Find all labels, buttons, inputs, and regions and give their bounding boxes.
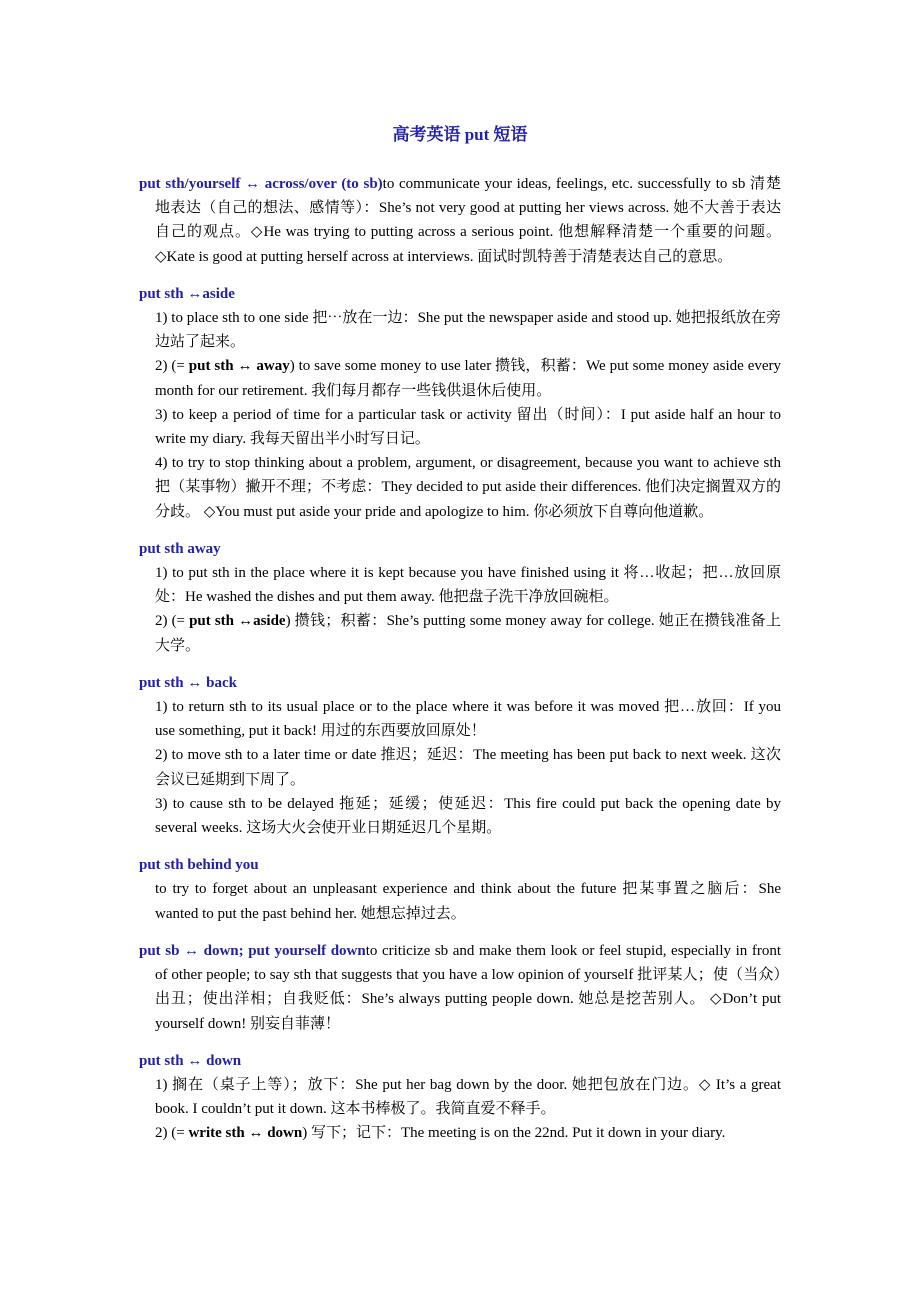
entry-put-away (139, 537, 781, 658)
entry-definition: to communicate your ideas, feelings, etc. successfully to sb 清楚地表达（自己的想法、感情等）：She’s not very good at putting her views across. 她不大善于表达自己的观点。◇He was trying to putting across a serious point. 他想解释清楚一个重要的问题。◇Kate is good at putting herself across at interviews. 面试时凯特善于清楚表达自己的意思。 (155, 176, 781, 265)
entry-paragraph (139, 939, 781, 1036)
sense-2 (139, 609, 781, 657)
entry-headword: put sb ↔ down; put yourself down (139, 942, 366, 959)
cross-reference: put sth ↔aside (189, 613, 286, 630)
entry-put-down-sb (139, 939, 781, 1036)
sense-1: 1) 搁在（桌子上等）；放下：She put her bag down by the door. 她把包放在门边。◇ It’s a great book. I couldn’t put it down. 这本书棒极了。我简直爱不释手。 (155, 1076, 781, 1118)
sense-text: ) 攒钱；积蓄：She’s putting some money away for college. 她正在攒钱准备上大学。 (155, 613, 781, 654)
entry-put-across (139, 172, 781, 269)
page-title: 高考英语 put 短语 (392, 125, 528, 144)
entry-put-behind (139, 853, 781, 926)
entry-headword: put sth ↔ back (139, 674, 237, 691)
sense-1: to try to forget about an unpleasant experience and think about the future 把某事置之脑后：She wanted to put the past behind her. 她想忘掉过去。 (155, 881, 781, 922)
entry-paragraph (139, 172, 781, 269)
sense-prefix: 2) (= (155, 613, 190, 630)
sense-2 (139, 354, 781, 402)
sense-3: 3) to keep a period of time for a particular task or activity 留出（时间）：I put aside half an hour to write my diary. 我每天留出半小时写日记。 (155, 406, 781, 448)
sense-1: 1) to return sth to its usual place or to the place where it was before it was moved 把…放回：If you use something, put it back! 用过的东西要放回原处！ (155, 699, 781, 740)
entry-headword: put sth ↔ down (139, 1052, 242, 1069)
entry-definition: to criticize sb and make them look or feel stupid, especially in front of other people; to say sth that suggests that you have a low opinion of yourself 批评某人；使（当众）出丑；使出洋相；自我贬低：She’s always putting people down. 她总是挖苦别人。 ◇Don’t put yourself down! 别妄自菲薄！ (155, 942, 781, 1032)
document-body (139, 172, 781, 1159)
sense-prefix: 2) (= (155, 1125, 189, 1142)
entry-headword: put sth/yourself ↔ across/over (to sb) (139, 176, 383, 192)
entry-headword: put sth away (139, 540, 221, 557)
sense-3: 3) to cause sth to be delayed 拖延；延缓；使延迟：This fire could put back the opening date by several weeks. 这场大火会使开业日期延迟几个星期。 (155, 795, 781, 837)
sense-2 (139, 1121, 781, 1145)
sense-1: 1) to put sth in the place where it is kept because you have finished using it 将…收起；把…放回原处：He washed the dishes and put them away. 他把盘子洗干净放回碗柜。 (155, 565, 781, 606)
sense-text: ) to save some money to use later 攒钱，积蓄：We put some money aside every month for our retirement. 我们每月都存一些钱供退休后使用。 (155, 358, 782, 399)
entry-headword: put sth behind you (139, 857, 259, 874)
entry-put-back (139, 671, 781, 840)
entry-headword: put sth ↔aside (139, 285, 235, 302)
sense-1: 1) to place sth to one side 把⋯放在一边：She put the newspaper aside and stood up. 她把报纸放在旁边站了起来。 (155, 310, 781, 351)
sense-2: 2) to move sth to a later time or date 推迟；延迟：The meeting has been put back to next week. 这次会议已延期到下周了。 (155, 747, 781, 788)
entry-put-down-sth (139, 1049, 781, 1146)
cross-reference: put sth ↔ away (188, 358, 290, 375)
entry-put-aside (139, 282, 781, 524)
sense-4: 4) to try to stop thinking about a problem, argument, or disagreement, because you want to achieve sth 把（某事物）撇开不理；不考虑：They decided to put aside their differences. 他们决定搁置双方的分歧。 ◇You must put aside your pride and apologize to him. 你必须放下自尊向他道歉。 (155, 455, 781, 520)
sense-prefix: 2) (= (155, 358, 189, 375)
cross-reference: write sth ↔ down (188, 1125, 303, 1142)
sense-text: ) 写下；记下：The meeting is on the 22nd. Put it down in your diary. (302, 1125, 726, 1142)
